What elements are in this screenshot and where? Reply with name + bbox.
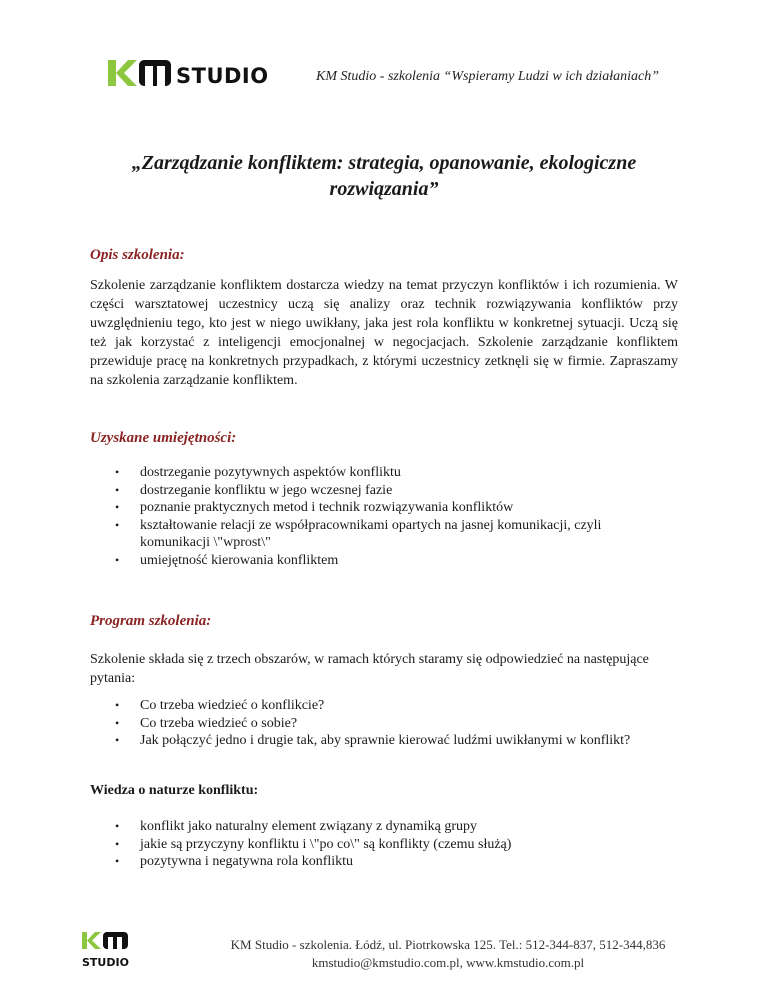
svg-text:STUDIO: STUDIO bbox=[176, 64, 269, 88]
km-studio-logo bbox=[108, 58, 288, 88]
program-intro bbox=[90, 650, 650, 688]
umiejetnosci-list bbox=[90, 464, 650, 569]
list-item: • Co trzeba wiedzieć o sobie? bbox=[90, 715, 650, 733]
list-item: • Jak połączyć jedno i drugie tak, aby sprawnie kierować ludźmi uwikłanymi w konflikt? bbox=[90, 732, 650, 750]
footer-logo bbox=[82, 932, 132, 972]
title-line-2: rozwiązania” bbox=[329, 178, 439, 200]
footer-logo-graphic bbox=[82, 932, 132, 972]
list-item: • dostrzeganie konfliktu w jego wczesnej fazie bbox=[90, 482, 650, 500]
list-item: • jakie są przyczyny konfliktu i \"po co\" są konflikty (czemu służą) bbox=[90, 836, 650, 854]
opis-paragraph bbox=[90, 276, 678, 390]
program-intro-text: Szkolenie składa się z trzech obszarów, w ramach których staramy się odpowiedzieć na następujące pytania: bbox=[90, 652, 649, 686]
logo-graphic bbox=[108, 58, 288, 88]
header-tagline: KM Studio - szkolenia “Wspieramy Ludzi w ich działaniach” bbox=[316, 69, 659, 84]
list-item: • pozytywna i negatywna rola konfliktu bbox=[90, 853, 650, 871]
nature-subheading: Wiedza o naturze konfliktu: bbox=[90, 783, 259, 798]
list-item: • konflikt jako naturalny element związany z dynamiką grupy bbox=[90, 818, 650, 836]
svg-text:STUDIO: STUDIO bbox=[82, 956, 129, 969]
program-questions-list bbox=[90, 697, 650, 750]
footer-email-web: kmstudio@kmstudio.com.pl, www.kmstudio.com.pl bbox=[311, 955, 585, 970]
page-header bbox=[0, 0, 768, 110]
footer-contact bbox=[208, 936, 688, 972]
list-item: • Co trzeba wiedzieć o konflikcie? bbox=[90, 697, 650, 715]
document-title bbox=[90, 150, 678, 202]
opis-text: Szkolenie zarządzanie konfliktem dostarcza wiedzy na temat przyczyn konfliktów i ich rozumienia. W części warsztatowej uczestnicy uczą się analizy oraz technik rozwiązywania konfliktów przy uwzględnieniu tego, kto jest w niego uwikłany, jaka jest rola konfliktu w konkretnej sytuacji. Uczą się też jak korzystać z inteligencji emocjonalnej w negocjacjach. Szkolenie zarządzanie konfliktem przewiduje pracę na konkretnych przypadkach, z którymi uczestnicy zetknęli się w firmie. Zapraszamy na szkolenia zarządzanie konfliktem. bbox=[90, 278, 678, 388]
list-item: • kształtowanie relacji ze współpracownikami opartych na jasnej komunikacji, czyli komunikacji \"wprost\" bbox=[90, 517, 650, 552]
list-item: • umiejętność kierowania konfliktem bbox=[90, 552, 650, 570]
list-item: • poznanie praktycznych metod i technik rozwiązywania konfliktów bbox=[90, 499, 650, 517]
list-item: • dostrzeganie pozytywnych aspektów konfliktu bbox=[90, 464, 650, 482]
program-heading: Program szkolenia: bbox=[90, 613, 212, 629]
title-line-1: „Zarządzanie konfliktem: strategia, opanowanie, ekologiczne bbox=[131, 152, 637, 174]
umiejetnosci-heading: Uzyskane umiejętności: bbox=[90, 430, 237, 446]
footer-address: KM Studio - szkolenia. Łódź, ul. Piotrkowska 125. Tel.: 512-344-837, 512-344,836 bbox=[230, 937, 666, 952]
opis-heading: Opis szkolenia: bbox=[90, 247, 185, 263]
nature-list bbox=[90, 818, 650, 871]
